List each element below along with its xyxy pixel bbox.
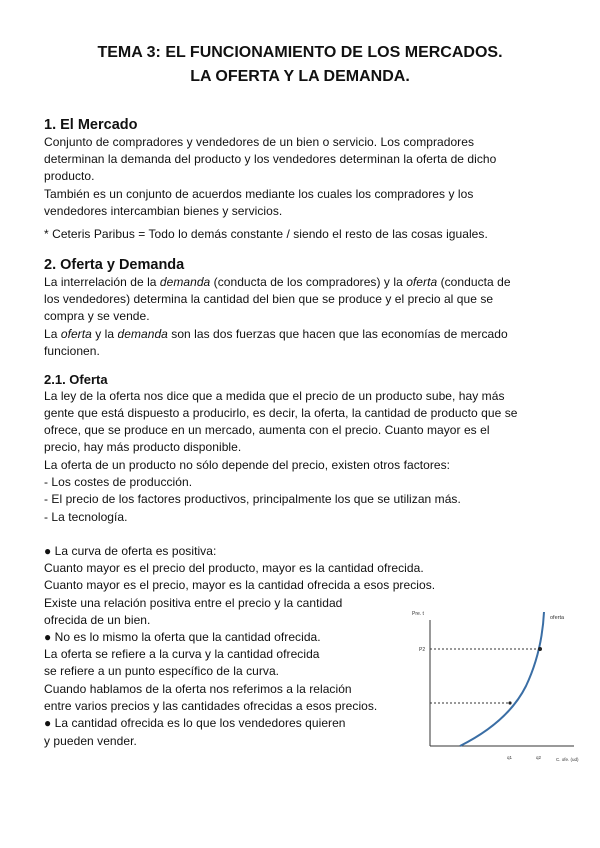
document-title-line-1: TEMA 3: EL FUNCIONAMIENTO DE LOS MERCADOS. bbox=[97, 44, 503, 61]
s2-line-2: los vendedores) determina la cantidad del bien que se produce y el precio al que se bbox=[44, 292, 494, 306]
s21-line-6: - Los costes de producción. bbox=[44, 475, 193, 489]
s21-line-1: La ley de la oferta nos dice que a medida que el precio de un producto sube, hay más bbox=[44, 389, 505, 403]
curva-line-1: ● La curva de oferta es positiva: bbox=[44, 544, 217, 558]
point-p1 bbox=[508, 701, 511, 704]
s2-line-4-part-c: y la bbox=[91, 327, 118, 341]
curva-line-10: entre varios precios y las cantidades ofrecidas a esos precios. bbox=[44, 699, 378, 713]
s21-line-3: ofrece, que se produce en un mercado, aumenta con el precio. Cuanto mayor es el bbox=[44, 423, 490, 437]
s21-line-2: gente que está dispuesto a producirlo, es decir, la oferta, la cantidad de producto que se bbox=[44, 406, 518, 420]
q2-label: q2 bbox=[536, 755, 542, 760]
s21-line-5: La oferta de un producto no sólo depende del precio, existen otros factores: bbox=[44, 458, 451, 472]
s21-line-8: - La tecnología. bbox=[44, 510, 128, 524]
p2-label: P2 bbox=[419, 647, 426, 653]
supply-curve-graph bbox=[396, 604, 586, 774]
s21-line-4: precio, hay más producto disponible. bbox=[44, 440, 242, 454]
curva-line-5: ofrecida de un bien. bbox=[44, 613, 151, 627]
point-p2 bbox=[538, 647, 542, 651]
s2-line-4-demanda: demanda bbox=[117, 327, 168, 341]
curva-line-11: ● La cantidad ofrecida es lo que los vendedores quieren bbox=[44, 716, 346, 730]
s1-line-1: Conjunto de compradores y vendedores de un bien o servicio. Los compradores bbox=[44, 135, 474, 149]
curva-line-9: Cuando hablamos de la oferta nos referimos a la relación bbox=[44, 682, 352, 696]
curve-label: oferta bbox=[550, 615, 565, 621]
curva-line-2: Cuanto mayor es el precio del producto, mayor es la cantidad ofrecida. bbox=[44, 561, 424, 575]
curva-line-4: Existe una relación positiva entre el precio y la cantidad bbox=[44, 596, 343, 610]
curva-line-7: La oferta se refiere a la curva y la cantidad ofrecida bbox=[44, 647, 320, 661]
s2-line-4-part-a: La bbox=[44, 327, 61, 341]
s2-line-4-oferta: oferta bbox=[60, 327, 92, 341]
s1-line-6: * Ceteris Paribus = Todo lo demás constante / siendo el resto de las cosas iguales. bbox=[44, 227, 488, 241]
section-1-heading: 1. El Mercado bbox=[44, 117, 138, 133]
section-2-1-heading: 2.1. Oferta bbox=[44, 372, 108, 387]
s1-line-3: producto. bbox=[44, 169, 95, 183]
s2-line-4 bbox=[44, 326, 508, 343]
section-2-heading: 2. Oferta y Demanda bbox=[44, 257, 185, 273]
curva-line-3: Cuanto mayor es el precio, mayor es la cantidad ofrecida a esos precios. bbox=[44, 578, 436, 592]
s2-line-4-part-e: son las dos fuerzas que hacen que las economías de mercado bbox=[167, 327, 508, 341]
q1-label: q1 bbox=[507, 755, 513, 760]
s2-line-3: compra y se vende. bbox=[44, 309, 150, 323]
s1-line-5: vendedores intercambian bienes y servicios. bbox=[44, 204, 283, 218]
s2-line-1-part-c: (conducta de los compradores) y la bbox=[210, 275, 407, 289]
s21-line-7: - El precio de los factores productivos, principalmente los que se utilizan más. bbox=[44, 492, 461, 506]
s2-line-1-demanda: demanda bbox=[159, 275, 211, 289]
s2-line-5: funcionen. bbox=[44, 344, 100, 358]
supply-curve bbox=[460, 612, 544, 746]
s2-line-1 bbox=[44, 274, 511, 291]
curva-line-6: ● No es lo mismo la oferta que la cantidad ofrecida. bbox=[44, 630, 321, 644]
s1-line-4: También es un conjunto de acuerdos mediante los cuales los compradores y los bbox=[44, 187, 474, 201]
y-axis-label: Pre. t bbox=[412, 611, 424, 617]
s1-line-2: determinan la demanda del producto y los vendedores determinan la oferta de dicho bbox=[44, 152, 497, 166]
curva-line-8: se refiere a un punto específico de la curva. bbox=[44, 664, 280, 678]
x-axis-label: C. ofe. (ud) bbox=[556, 757, 579, 762]
s2-line-1-oferta: oferta bbox=[406, 275, 438, 289]
curva-line-12: y pueden vender. bbox=[44, 734, 137, 748]
s2-line-1-part-e: (conducta de bbox=[437, 275, 511, 289]
document-title-line-2: LA OFERTA Y LA DEMANDA. bbox=[190, 68, 410, 85]
s2-line-1-part-a: La interrelación de la bbox=[44, 275, 160, 289]
